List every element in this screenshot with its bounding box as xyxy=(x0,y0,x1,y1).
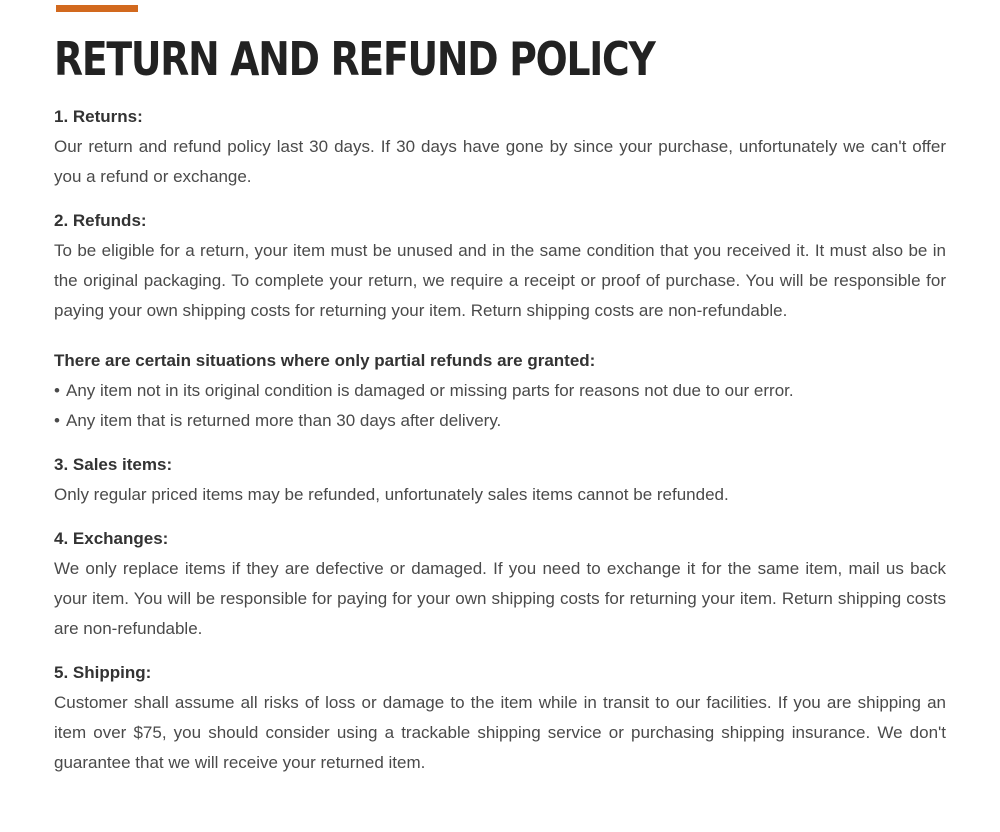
bullet-text: Any item not in its original condition is damaged or missing parts for reasons not due to our error. xyxy=(66,381,794,400)
list-item xyxy=(54,376,946,406)
title-accent-bar xyxy=(56,5,138,12)
exchanges-heading: 4. Exchanges: xyxy=(54,529,169,548)
shipping-text: Customer shall assume all risks of loss or damage to the item while in transit to our facilities. If you are shipping an item over $75, you should consider using a trackable shipping service or purchasing shipping insurance. We don't guarantee that we will receive your returned item. xyxy=(54,693,946,772)
policy-content xyxy=(54,102,946,778)
list-item xyxy=(54,406,946,436)
returns-heading: 1. Returns: xyxy=(54,107,143,126)
partial-refunds-heading: There are certain situations where only partial refunds are granted: xyxy=(54,351,596,370)
section-sales-items xyxy=(54,450,946,510)
returns-text: Our return and refund policy last 30 days. If 30 days have gone by since your purchase, unfortunately we can't offer you a refund or exchange. xyxy=(54,137,946,186)
refunds-heading: 2. Refunds: xyxy=(54,211,147,230)
shipping-heading: 5. Shipping: xyxy=(54,663,152,682)
sales-items-text: Only regular priced items may be refunded, unfortunately sales items cannot be refunded. xyxy=(54,485,729,504)
spacer xyxy=(54,436,946,450)
section-refunds xyxy=(54,206,946,326)
spacer xyxy=(54,510,946,524)
section-shipping xyxy=(54,658,946,778)
exchanges-text: We only replace items if they are defective or damaged. If you need to exchange it for the same item, mail us back your item. You will be responsible for paying for your own shipping costs for returning your item. Return shipping costs are non-refundable. xyxy=(54,559,946,638)
sales-items-heading: 3. Sales items: xyxy=(54,455,173,474)
section-partial-refunds xyxy=(54,346,946,436)
partial-refunds-list xyxy=(54,376,946,436)
section-returns xyxy=(54,102,946,192)
refunds-text: To be eligible for a return, your item must be unused and in the same condition that you received it. It must also be in the original packaging. To complete your return, we require a receipt or proof of purchase. You will be responsible for paying your own shipping costs for returning your item. Return shipping costs are non-refundable. xyxy=(54,241,946,320)
spacer xyxy=(54,192,946,206)
spacer xyxy=(54,326,946,346)
section-exchanges xyxy=(54,524,946,644)
page-title: RETURN AND REFUND POLICY xyxy=(54,32,655,86)
bullet-text: Any item that is returned more than 30 days after delivery. xyxy=(66,411,502,430)
spacer xyxy=(54,644,946,658)
bullet-icon: • xyxy=(54,411,60,430)
bullet-icon: • xyxy=(54,381,60,400)
